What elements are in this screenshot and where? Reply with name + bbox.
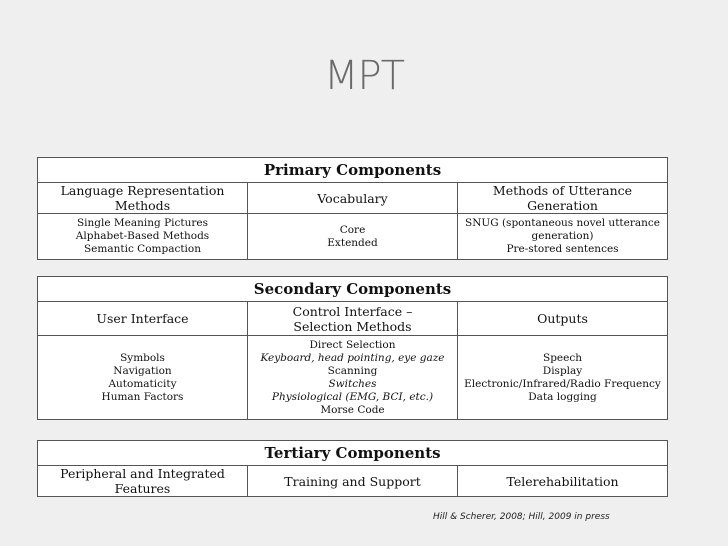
list-item: Symbols: [120, 351, 165, 364]
list-item: Electronic/Infrared/Radio Frequency: [464, 377, 661, 390]
column-outputs: Outputs: [458, 302, 668, 336]
language-representation-cell: [38, 214, 248, 260]
list-item: Speech: [543, 351, 582, 364]
column-user-interface: User Interface: [38, 302, 248, 336]
list-item: Direct Selection: [309, 338, 396, 351]
list-item: Alphabet-Based Methods: [75, 230, 210, 242]
list-item: Automaticity: [108, 377, 177, 390]
list-item: SNUG (spontaneous novel utterance: [465, 217, 660, 229]
primary-components-table: [37, 157, 668, 260]
list-item: Extended: [327, 236, 378, 249]
list-item: Physiological (EMG, BCI, etc.): [271, 390, 434, 403]
column-vocabulary: Vocabulary: [248, 183, 458, 214]
tertiary-components-table: [37, 440, 668, 497]
list-item: Single Meaning Pictures: [76, 217, 209, 229]
citation: Hill & Scherer, 2008; Hill, 2009 in press: [433, 512, 610, 522]
list-item: Human Factors: [101, 390, 184, 403]
secondary-components-table: [37, 276, 668, 420]
list-item: generation): [531, 230, 594, 242]
column-language-representation-methods: Language Representation Methods: [38, 183, 248, 214]
primary-components-heading: Primary Components: [38, 158, 668, 183]
control-interface-cell: [248, 336, 458, 420]
utterance-generation-cell: [458, 214, 668, 260]
column-telerehabilitation: Telerehabilitation: [458, 466, 668, 497]
list-item: Morse Code: [320, 403, 385, 416]
user-interface-cell: [38, 336, 248, 420]
list-item: Data logging: [528, 390, 597, 403]
column-label-line: Control Interface –: [292, 303, 413, 319]
list-item: Keyboard, head pointing, eye gaze: [260, 351, 445, 364]
list-item: Display: [542, 364, 583, 377]
outputs-cell: [458, 336, 668, 420]
list-item: Semantic Compaction: [83, 243, 202, 255]
column-control-interface: [248, 302, 458, 336]
column-methods-of-utterance-generation: Methods of Utterance Generation: [458, 183, 668, 214]
list-item: Navigation: [113, 364, 172, 377]
column-training-and-support: Training and Support: [248, 466, 458, 497]
secondary-components-heading: Secondary Components: [38, 277, 668, 302]
slide-title: MPT: [323, 53, 405, 99]
list-item: Switches: [328, 377, 377, 390]
list-item: Pre-stored sentences: [506, 243, 619, 255]
list-item: Scanning: [327, 364, 378, 377]
tertiary-components-heading: Tertiary Components: [38, 441, 668, 466]
column-label-line: Selection Methods: [293, 318, 412, 334]
vocabulary-cell: [248, 214, 458, 260]
column-peripheral-and-integrated-features: Peripheral and Integrated Features: [38, 466, 248, 497]
list-item: Core: [339, 223, 366, 236]
